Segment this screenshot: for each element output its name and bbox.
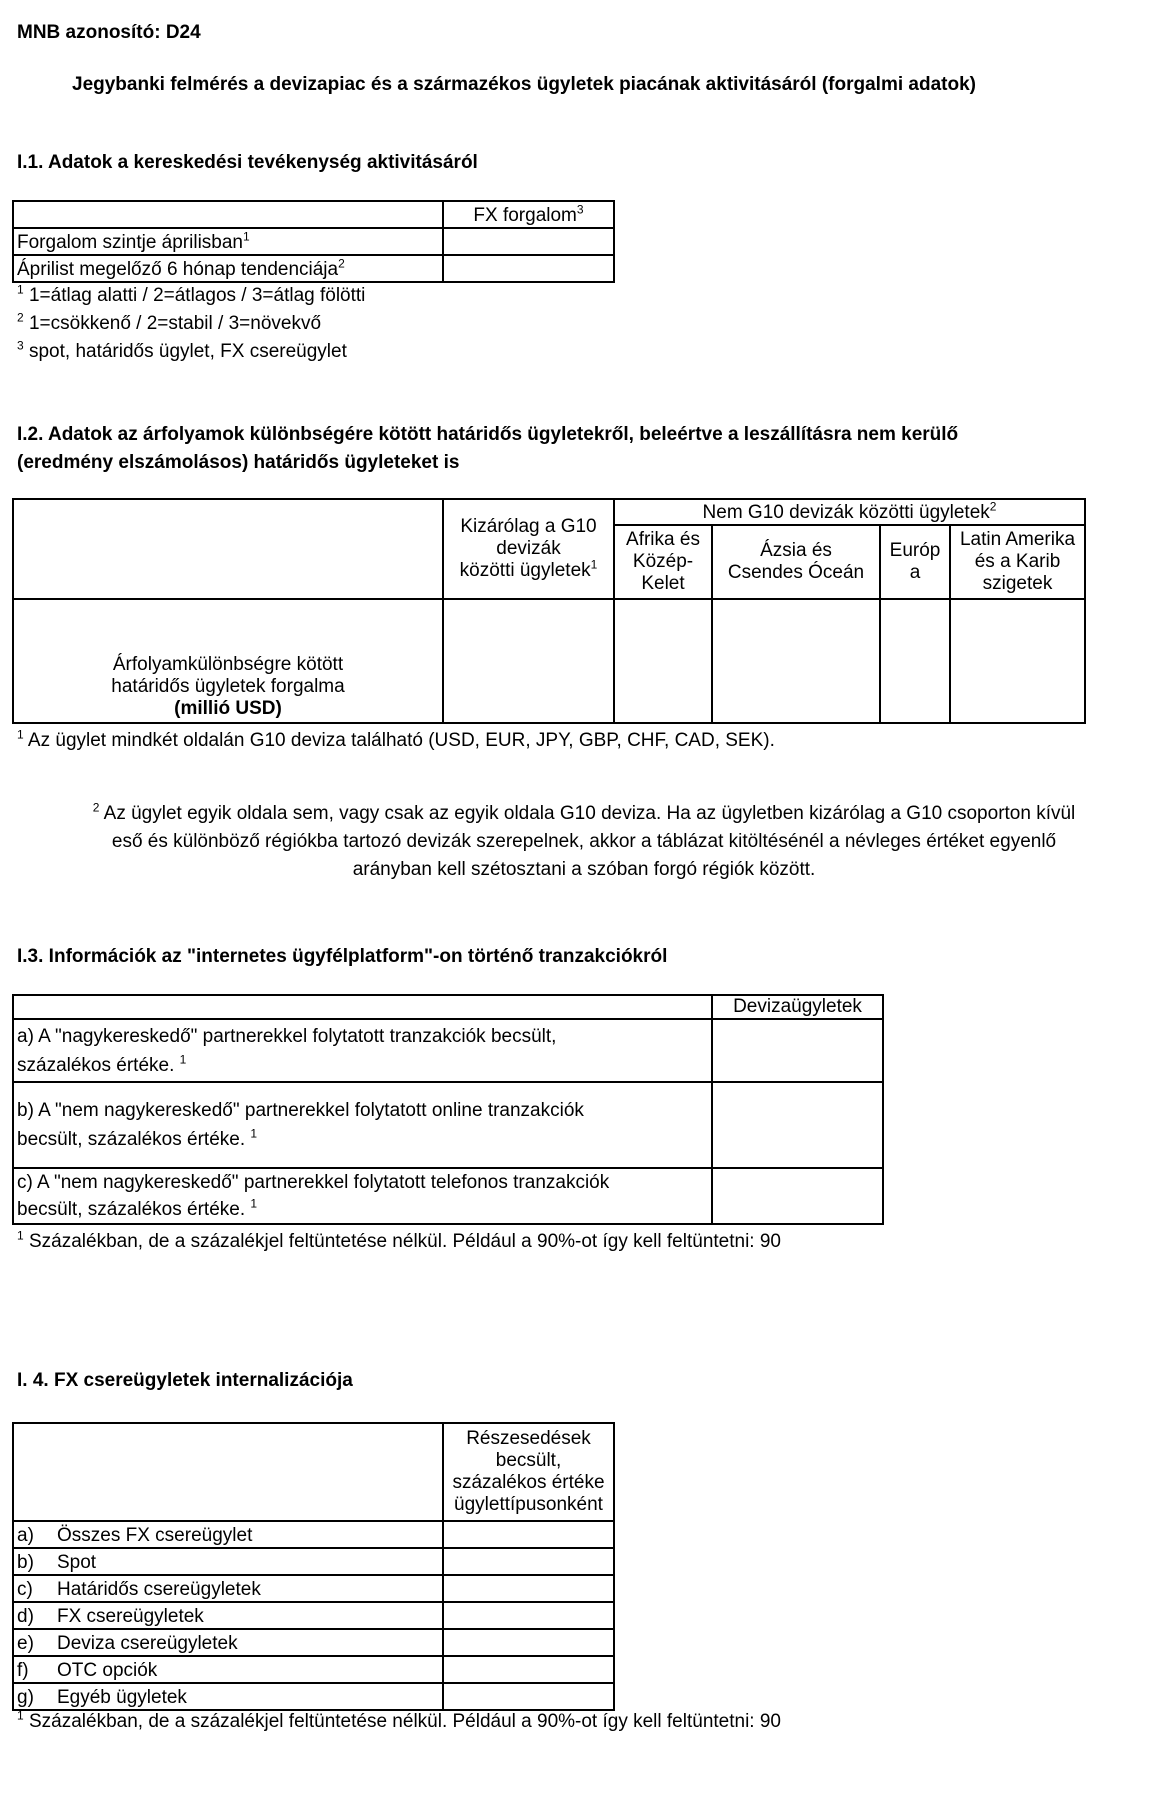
retail-online-share-input[interactable]	[712, 1082, 883, 1168]
page-title: Jegybanki felmérés a devizapiac és a származékos ügyletek piacának aktivitásáról (forgalmi adatok)	[72, 74, 976, 95]
footnote-2: $^2$ 1=csökkenő / 2=stabil / 3=növekvő	[17, 310, 322, 334]
table-row	[13, 255, 614, 282]
table-row	[13, 228, 614, 255]
table-row	[13, 1575, 614, 1602]
region-latin-america: Latin Amerika és a Karib szigetek	[950, 525, 1085, 599]
share-input[interactable]	[443, 1683, 614, 1710]
table-row	[13, 1019, 883, 1082]
section2-empty-header	[13, 499, 443, 599]
row-label: b) Spot	[13, 1548, 443, 1575]
row-label: b) A "nem nagykereskedő" partnerekkel folytatott online tranzakciók becsült, százalékos értéke. $^1$	[13, 1082, 712, 1168]
row-label: Áprilist megelőző 6 hónap tendenciája$^2$	[13, 255, 443, 282]
table-row	[13, 1656, 614, 1683]
section4-footnote: $^1$ Százalékban, de a százalékjel feltüntetése nélkül. Például a 90%-ot így kell feltüntetni: 90	[17, 1708, 781, 1732]
row-label: d) FX csereügyletek	[13, 1602, 443, 1629]
africa-turnover-input[interactable]	[614, 599, 712, 723]
region-asia-pacific: Ázsia és Csendes Óceán	[712, 525, 880, 599]
section2-table	[12, 498, 1086, 724]
section1-heading: I.1. Adatok a kereskedési tevékenység aktivitásáról	[17, 152, 478, 173]
section2-footnote-1: $^1$ Az ügylet mindkét oldalán G10 deviza található (USD, EUR, JPY, GBP, CHF, CAD, SEK).	[17, 727, 775, 751]
table-row	[13, 1548, 614, 1575]
section4-table	[12, 1422, 615, 1711]
section1-table	[12, 200, 615, 283]
row-label: c) Határidős csereügyletek	[13, 1575, 443, 1602]
share-input[interactable]	[443, 1548, 614, 1575]
region-europe: Európ a	[880, 525, 950, 599]
share-input[interactable]	[443, 1602, 614, 1629]
section1-empty-header	[13, 201, 443, 228]
asia-turnover-input[interactable]	[712, 599, 880, 723]
europe-turnover-input[interactable]	[880, 599, 950, 723]
section3-empty-header	[13, 995, 712, 1019]
region-africa-middle-east: Afrika és Közép- Kelet	[614, 525, 712, 599]
six-month-trend-input[interactable]	[443, 255, 614, 282]
table-row	[13, 1521, 614, 1548]
share-input[interactable]	[443, 1656, 614, 1683]
april-level-input[interactable]	[443, 228, 614, 255]
section2-heading-line1: I.2. Adatok az árfolyamok különbségére kötött határidős ügyletekről, beleértve a leszállításra nem kerülő	[17, 424, 959, 445]
table-row	[13, 1082, 883, 1168]
non-g10-header: Nem G10 devizák közötti ügyletek$^2$	[614, 499, 1085, 525]
retail-phone-share-input[interactable]	[712, 1168, 883, 1224]
form-id: MNB azonosító: D24	[17, 22, 201, 43]
share-input[interactable]	[443, 1629, 614, 1656]
section2-heading-line2: (eredmény elszámolásos) határidős ügyleteket is	[17, 452, 460, 473]
row-label: a) A "nagykereskedő" partnerekkel folytatott tranzakciók becsült, százalékos értéke. $^1$	[13, 1019, 712, 1082]
footnote-1: $^1$ 1=átlag alatti / 2=átlagos / 3=átlag fölötti	[17, 282, 366, 306]
table-row	[13, 599, 1085, 723]
row-label: f) OTC opciók	[13, 1656, 443, 1683]
share-input[interactable]	[443, 1521, 614, 1548]
table-row	[13, 1168, 883, 1224]
table-row	[13, 1629, 614, 1656]
section2-footnote-2: $^2$ Az ügylet egyik oldala sem, vagy csak az egyik oldala G10 deviza. Ha az ügyletben kizárólag a G10 csoporton kívül eső és különböző régiókba tartozó devizák szerepelnek, akkor a táblázat kitöltésénél a névleges értéket egyenlő arányban kell szétosztani a szóban forgó régiók között.	[92, 800, 1076, 880]
section4-heading: I. 4. FX csereügyletek internalizációja	[17, 1370, 353, 1391]
section3-table	[12, 994, 884, 1225]
row-label: Forgalom szintje áprilisban$^1$	[13, 228, 443, 255]
row-label: c) A "nem nagykereskedő" partnerekkel folytatott telefonos tranzakciók becsült, százalékos értéke. $^1$	[13, 1168, 712, 1224]
share-input[interactable]	[443, 1575, 614, 1602]
table-row	[13, 1602, 614, 1629]
g10-turnover-input[interactable]	[443, 599, 614, 723]
section3-heading: I.3. Információk az "internetes ügyfélplatform"-on történő tranzakciókról	[17, 946, 668, 967]
section3-footnote: $^1$ Százalékban, de a százalékjel feltüntetése nélkül. Például a 90%-ot így kell feltüntetni: 90	[17, 1228, 781, 1252]
footnote-3: $^3$ spot, határidős ügylet, FX csereügylet	[17, 338, 347, 362]
section4-empty-header	[13, 1423, 443, 1521]
share-header: Részesedések becsült, százalékos értéke ügylettípusonként	[443, 1423, 614, 1521]
fx-transactions-header: Devizaügyletek	[712, 995, 883, 1019]
row-label: Árfolyamkülönbségre kötött határidős ügyletek forgalma (millió USD)	[13, 599, 443, 723]
table-row	[13, 1683, 614, 1710]
latam-turnover-input[interactable]	[950, 599, 1085, 723]
row-label: e) Deviza csereügyletek	[13, 1629, 443, 1656]
row-label: a) Összes FX csereügylet	[13, 1521, 443, 1548]
wholesale-share-input[interactable]	[712, 1019, 883, 1082]
fx-turnover-header: FX forgalom$^3$	[443, 201, 614, 228]
row-label: g) Egyéb ügyletek	[13, 1683, 443, 1710]
g10-header: Kizárólag a G10 devizák közötti ügyletek$^1$	[443, 499, 614, 599]
